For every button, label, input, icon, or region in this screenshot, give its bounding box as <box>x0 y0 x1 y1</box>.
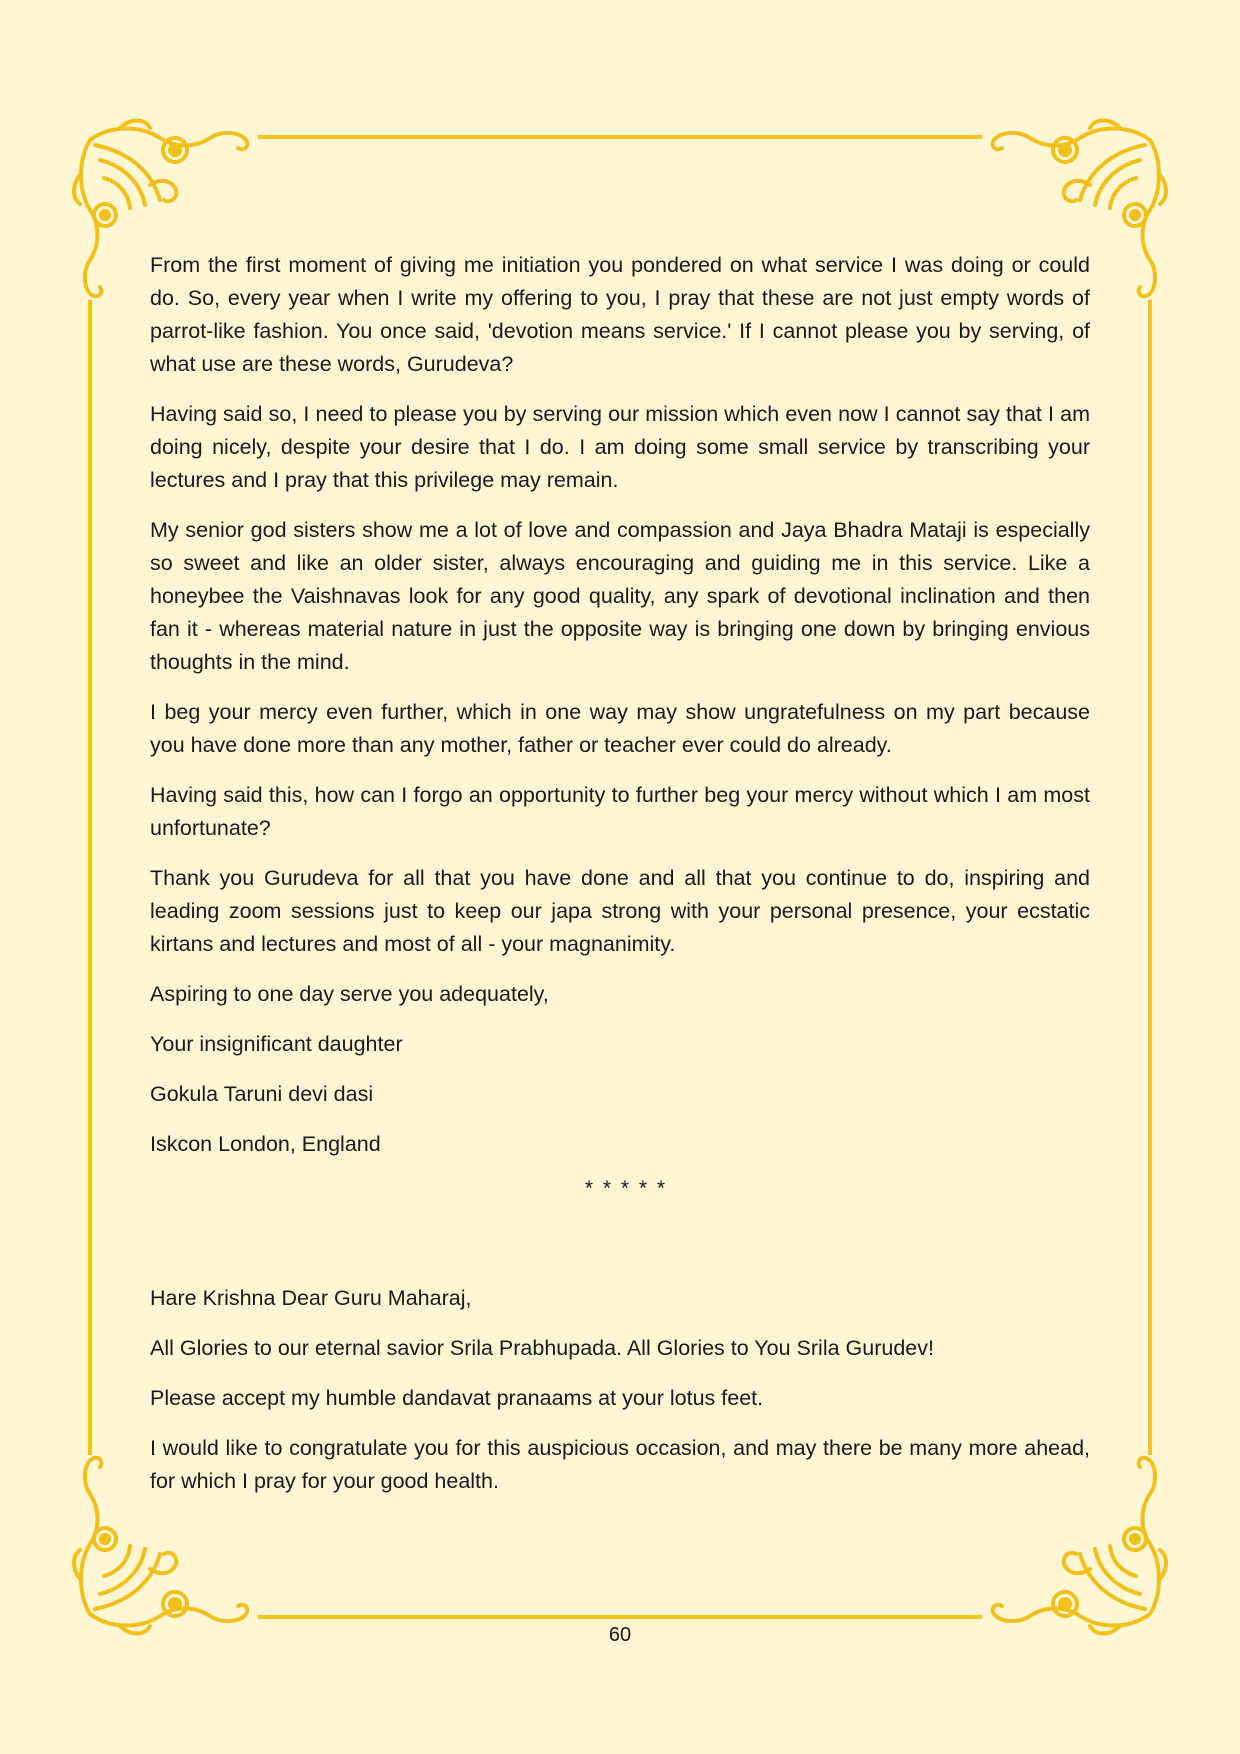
paragraph: Thank you Gurudeva for all that you have done and all that you continue to do, inspiring and leading zoom sessions just to keep our japa strong with your personal presence, your ecstatic kirtans and lectures and most of all - your magnanimity. <box>150 866 1090 956</box>
paragraph: Please accept my humble dandavat pranaams at your lotus feet. <box>150 1386 764 1410</box>
paragraph: I would like to congratulate you for this auspicious occasion, and may there be many more ahead, for which I pray for your good health. <box>150 1436 1090 1493</box>
paragraph: I beg your mercy even further, which in one way may show ungratefulness on my part because you have done more than any mother, father or teacher ever could do already. <box>150 700 1090 757</box>
paragraph: All Glories to our eternal savior Srila Prabhupada. All Glories to You Srila Gurudev! <box>150 1336 934 1360</box>
greeting-line: Hare Krishna Dear Guru Maharaj, <box>150 1286 472 1310</box>
paragraph: From the first moment of giving me initiation you pondered on what service I was doing or could do. So, every year when I write my offering to you, I pray that these are not just empty words of parrot-like fashion. You once said, 'devotion means service.' If I cannot please you by serving, of what use are these words, Gurudeva? <box>150 253 1090 376</box>
letter-content <box>150 249 1090 1515</box>
author-location: Iskcon London, England <box>150 1132 381 1156</box>
paragraph: Having said so, I need to please you by serving our mission which even now I cannot say that I am doing nicely, despite your desire that I do. I am doing some small service by transcribing your lectures and I pray that this privilege may remain. <box>150 402 1090 492</box>
signoff-line: Your insignificant daughter <box>150 1032 403 1056</box>
paragraph: My senior god sisters show me a lot of love and compassion and Jaya Bhadra Mataji is especially so sweet and like an older sister, always encouraging and guiding me in this service. Like a honeybee the Vaishnavas look for any good quality, any spark of devotional inclination and then fan it - whereas material nature in just the opposite way is bringing one down by bringing envious thoughts in the mind. <box>150 518 1090 674</box>
paragraph: Having said this, how can I forgo an opportunity to further beg your mercy without which I am most unfortunate? <box>150 783 1090 840</box>
page-number: 60 <box>608 1624 632 1646</box>
closing-line: Aspiring to one day serve you adequately, <box>150 982 549 1006</box>
author-name: Gokula Taruni devi dasi <box>150 1082 374 1106</box>
spacer <box>150 1205 1090 1282</box>
section-separator: * * * * * <box>584 1177 668 1200</box>
